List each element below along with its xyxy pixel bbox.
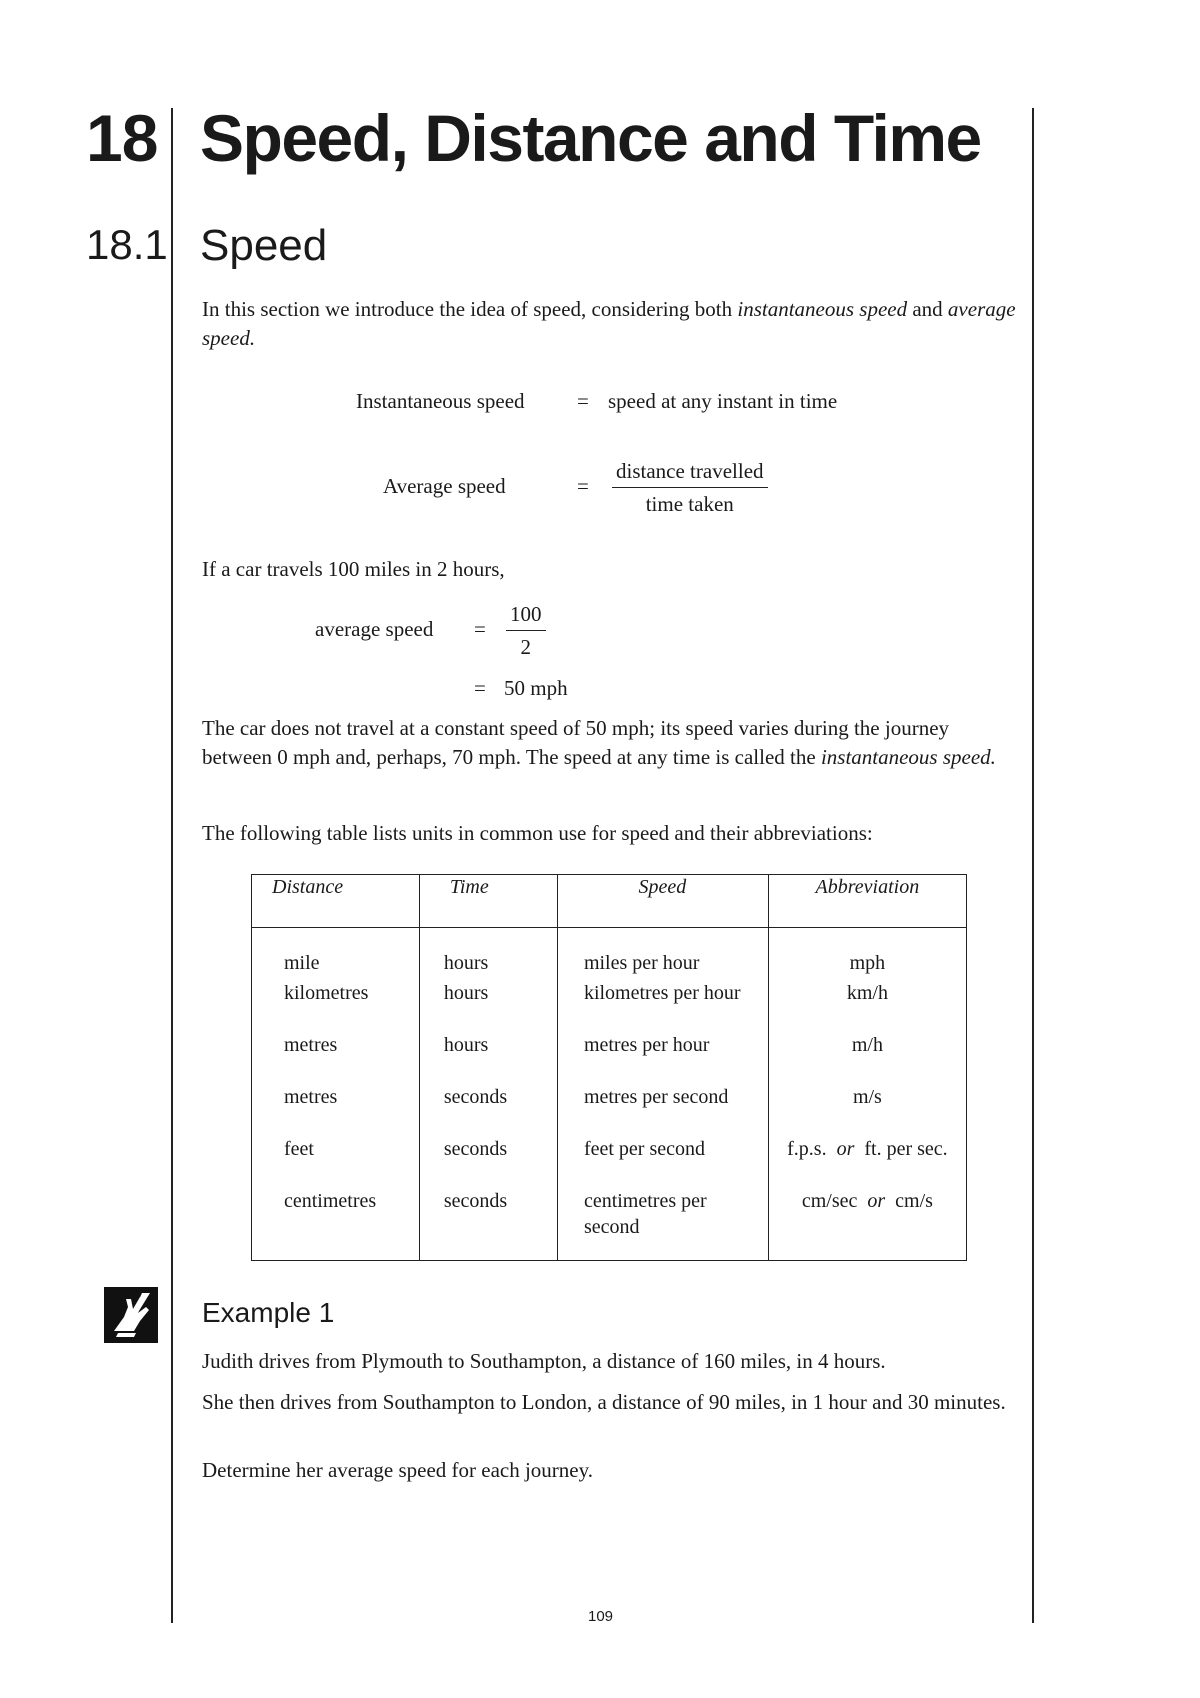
car-denominator: 2 bbox=[520, 635, 531, 659]
table-row bbox=[252, 1187, 967, 1261]
intro-text-mid: and bbox=[907, 297, 948, 321]
header-time: Time bbox=[419, 875, 557, 928]
cell-distance: metres bbox=[252, 1083, 420, 1135]
cell-speed: feet per second bbox=[557, 1135, 768, 1187]
instantaneous-definition bbox=[356, 389, 525, 414]
instantaneous-lhs: Instantaneous speed bbox=[356, 389, 525, 413]
units-table bbox=[251, 874, 967, 1261]
cell-abbreviation bbox=[768, 1187, 966, 1261]
abbr-primary: cm/sec bbox=[801, 1190, 858, 1212]
cell-time: hours bbox=[419, 1031, 557, 1083]
car-equals-2: = bbox=[474, 676, 486, 700]
cell-distance: centimetres bbox=[252, 1187, 420, 1261]
average-lhs: Average speed bbox=[383, 474, 506, 498]
cell-time: hours bbox=[419, 979, 557, 1031]
car-lhs: average speed bbox=[315, 617, 434, 641]
abbr-primary: f.p.s. bbox=[787, 1138, 827, 1160]
table-intro: The following table lists units in common use for speed and their abbreviations: bbox=[202, 821, 873, 845]
example-paragraph-1: Judith drives from Plymouth to Southampton, a distance of 160 miles, in 4 hours. bbox=[202, 1349, 886, 1373]
cell-time: seconds bbox=[419, 1083, 557, 1135]
chapter-number: 18 bbox=[86, 101, 158, 175]
header-abbreviation: Abbreviation bbox=[768, 875, 966, 928]
example-paragraph-2: She then drives from Southampton to London, a distance of 90 miles, in 1 hour and 30 minutes. bbox=[202, 1390, 1006, 1414]
abbr-or: or bbox=[836, 1138, 855, 1160]
table-row bbox=[252, 1083, 967, 1135]
intro-em-average: average speed. bbox=[202, 297, 1016, 350]
writing-hand-icon bbox=[104, 1287, 158, 1343]
intro-text: In this section we introduce the idea of speed, considering both bbox=[202, 297, 738, 321]
cell-speed bbox=[557, 1187, 768, 1261]
average-equals: = bbox=[577, 474, 589, 498]
speed-varies-text: The car does not travel at a constant speed of 50 mph; its speed varies during the journey between 0 mph and, perhaps, 70 mph. The speed at any time is called the bbox=[202, 716, 950, 769]
cell-abbreviation: m/h bbox=[768, 1031, 966, 1083]
header-distance: Distance bbox=[252, 875, 420, 928]
car-equals-1: = bbox=[474, 617, 486, 641]
right-margin-rule bbox=[1032, 108, 1034, 1623]
cell-abbreviation: mph bbox=[768, 928, 966, 980]
page-number: 109 bbox=[588, 1608, 614, 1625]
cell-time: seconds bbox=[419, 1187, 557, 1261]
cell-abbreviation: km/h bbox=[768, 979, 966, 1031]
speed-varies-em: instantaneous speed. bbox=[820, 745, 996, 769]
table-row bbox=[252, 1031, 967, 1083]
cell-abbreviation bbox=[768, 1135, 966, 1187]
example-paragraph-3: Determine her average speed for each journey. bbox=[202, 1458, 594, 1482]
section-title: Speed bbox=[200, 221, 328, 270]
car-numerator: 100 bbox=[506, 602, 546, 631]
average-numerator: distance travelled bbox=[612, 459, 768, 488]
chapter-title: Speed, Distance and Time bbox=[200, 101, 981, 175]
cell-distance: mile bbox=[252, 928, 420, 980]
instantaneous-equals: = bbox=[577, 389, 589, 413]
intro-paragraph bbox=[202, 295, 1022, 353]
cell-speed: miles per hour bbox=[557, 928, 768, 980]
average-fraction bbox=[612, 459, 768, 517]
table-header-row bbox=[252, 875, 967, 928]
abbr-alternate: cm/s bbox=[895, 1190, 933, 1212]
table-row bbox=[252, 928, 967, 980]
cell-distance: kilometres bbox=[252, 979, 420, 1031]
speed-varies-paragraph bbox=[202, 714, 1022, 772]
car-fraction bbox=[506, 602, 546, 660]
cell-speed: metres per second bbox=[557, 1083, 768, 1135]
table-row bbox=[252, 1135, 967, 1187]
cell-speed-line1: centimetres per bbox=[583, 1190, 707, 1212]
example-title: Example 1 bbox=[202, 1297, 335, 1328]
abbr-or: or bbox=[867, 1190, 886, 1212]
intro-em-instantaneous: instantaneous speed bbox=[737, 297, 908, 321]
header-speed: Speed bbox=[557, 875, 768, 928]
cell-abbreviation: m/s bbox=[768, 1083, 966, 1135]
car-intro: If a car travels 100 miles in 2 hours, bbox=[202, 557, 505, 581]
cell-distance: metres bbox=[252, 1031, 420, 1083]
cell-speed: kilometres per hour bbox=[557, 979, 768, 1031]
cell-distance: feet bbox=[252, 1135, 420, 1187]
table-row bbox=[252, 979, 967, 1031]
abbr-alternate: ft. per sec. bbox=[864, 1138, 948, 1160]
cell-time: hours bbox=[419, 928, 557, 980]
cell-time: seconds bbox=[419, 1135, 557, 1187]
average-denominator: time taken bbox=[645, 492, 734, 516]
section-number: 18.1 bbox=[86, 221, 168, 268]
left-margin-rule bbox=[171, 108, 173, 1623]
cell-speed-line2: second bbox=[583, 1216, 640, 1238]
car-result: 50 mph bbox=[504, 676, 568, 700]
instantaneous-rhs: speed at any instant in time bbox=[608, 389, 838, 413]
cell-speed: metres per hour bbox=[557, 1031, 768, 1083]
